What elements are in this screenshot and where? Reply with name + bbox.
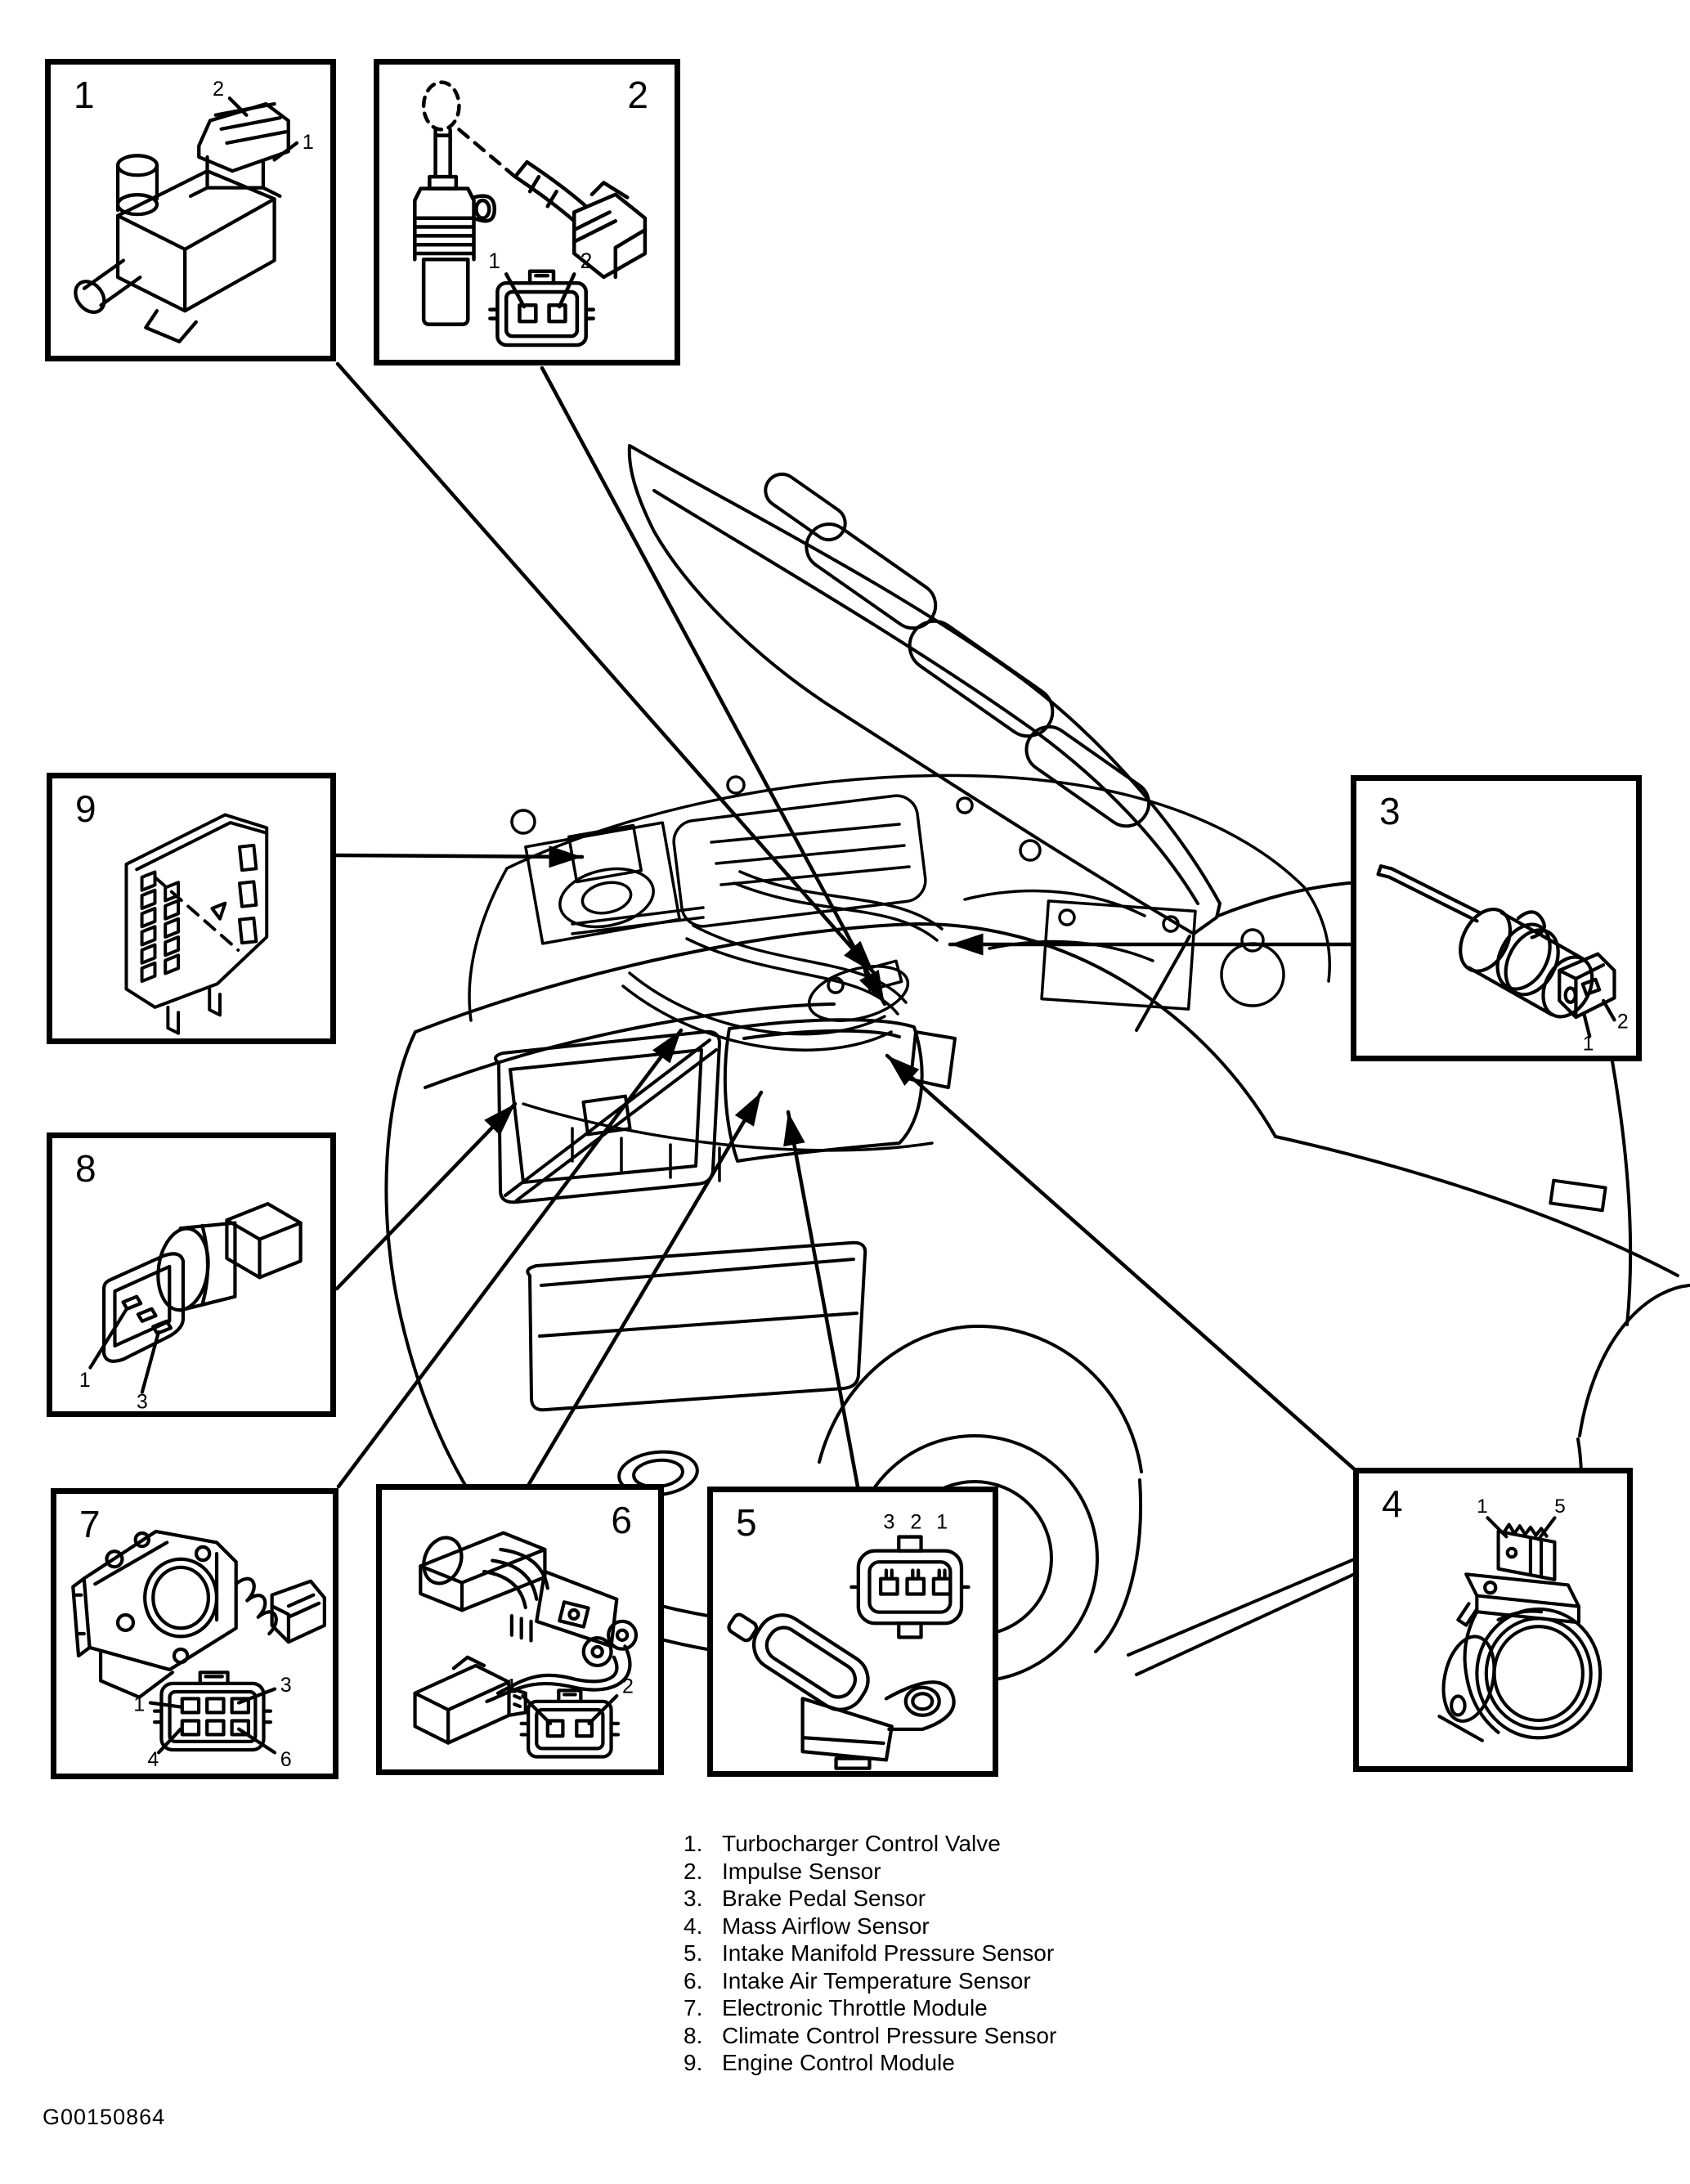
legend-item-3 [684,1885,1056,1913]
callout-number: 4 [1382,1482,1403,1525]
brake-pedal-sensor-illustration [1356,781,1636,1056]
pin-label: 1 [133,1693,146,1716]
mass-airflow-sensor-illustration [1359,1473,1627,1766]
legend-item-8 [684,2022,1056,2050]
pin-label: 5 [1554,1495,1566,1518]
callout-number: 8 [75,1147,96,1190]
leader-line-5 [788,1112,858,1487]
grille [495,1032,719,1202]
impulse-sensor-illustration [379,65,675,360]
battery [1042,901,1195,1009]
legend-item-9 [684,2049,1056,2077]
legend-number: 5. [684,1940,703,1966]
ecm-location [569,825,642,881]
pin-label: 2 [910,1510,922,1534]
legend-item-4 [684,1913,1056,1940]
legend-label: Brake Pedal Sensor [722,1886,926,1911]
legend-number: 4. [684,1913,703,1939]
callout-box-5 [707,1487,998,1777]
legend-label: Mass Airflow Sensor [722,1913,930,1939]
legend-number: 7. [684,1995,703,2020]
callout-box-4 [1353,1468,1633,1772]
pin-label: 2 [212,77,225,101]
pin-label: 3 [883,1510,895,1534]
callout-box-1 [45,59,336,361]
engine-cover [671,793,928,929]
turbocharger-control-valve-illustration [51,65,330,356]
leader-line-6 [529,1092,761,1484]
leader-line-8 [337,1104,515,1289]
intake-air-temperature-sensor-illustration [382,1490,658,1769]
legend-label: Turbocharger Control Valve [722,1831,1001,1856]
turbo-valve-location [803,957,913,1030]
legend-number: 9. [684,2050,703,2075]
callout-number: 7 [79,1503,101,1545]
headlight [725,1020,922,1161]
legend-item-6 [684,1967,1056,1995]
pin-label: 1 [78,1369,91,1392]
electronic-throttle-module-illustration [56,1494,333,1774]
pin-label: 1 [302,130,314,154]
pin-label: 6 [280,1748,292,1772]
hood-open [630,446,1220,1030]
pin-label: 1 [488,249,501,274]
climate-control-pressure-sensor-illustration [52,1138,330,1411]
callout-box-7 [51,1488,338,1779]
pin-label: 1 [1582,1032,1594,1056]
legend-label: Intake Air Temperature Sensor [722,1967,1031,1993]
legend-item-7 [684,1994,1056,2022]
legend-number: 2. [684,1858,703,1884]
legend-label: Impulse Sensor [722,1858,881,1884]
engine-control-module-illustration [52,778,330,1038]
legend-item-2 [684,1858,1056,1886]
pin-label: 2 [580,249,593,274]
leader-line-4 [887,1056,1357,1472]
grille-badge [583,1096,630,1135]
legend-label: Electronic Throttle Module [722,1995,988,2020]
callout-box-8 [47,1132,336,1417]
pin-label: 3 [280,1673,292,1697]
legend-number: 1. [684,1831,703,1856]
callout-number: 5 [736,1501,757,1544]
callout-number: 3 [1379,790,1401,832]
legend-number: 6. [684,1967,703,1993]
callout-box-3 [1351,775,1642,1061]
leader-line-7 [338,1030,681,1487]
callout-box-6 [376,1484,664,1775]
pin-label: 1 [1477,1495,1488,1518]
legend-label: Engine Control Module [722,2050,955,2075]
legend-label: Climate Control Pressure Sensor [722,2022,1057,2048]
pin-label: 1 [936,1510,948,1534]
legend-number: 8. [684,2022,703,2048]
callout-number: 2 [627,74,648,116]
intake-manifold-pressure-sensor-illustration [713,1492,993,1771]
callout-number: 9 [75,787,96,830]
leader-line-2 [542,368,885,1004]
leader-line-9 [337,855,582,857]
pin-label: 2 [622,1675,634,1698]
pin-label: 4 [147,1748,159,1772]
pin-label: 3 [137,1391,148,1411]
legend-item-1 [684,1830,1056,1858]
callout-number: 6 [611,1499,632,1541]
pin-label: 2 [1616,1010,1629,1034]
callout-box-9 [47,773,336,1044]
callout-number: 1 [74,74,95,116]
engine-bay [469,775,1329,1181]
legend [684,1830,1056,2077]
pin-label: 1 [505,1675,518,1698]
callout-box-2 [374,59,680,365]
figure-code: G00150864 [43,2105,166,2129]
leader-line-1 [338,364,874,973]
legend-label: Intake Manifold Pressure Sensor [722,1940,1055,1966]
legend-number: 3. [684,1886,703,1911]
legend-item-5 [684,1940,1056,1967]
